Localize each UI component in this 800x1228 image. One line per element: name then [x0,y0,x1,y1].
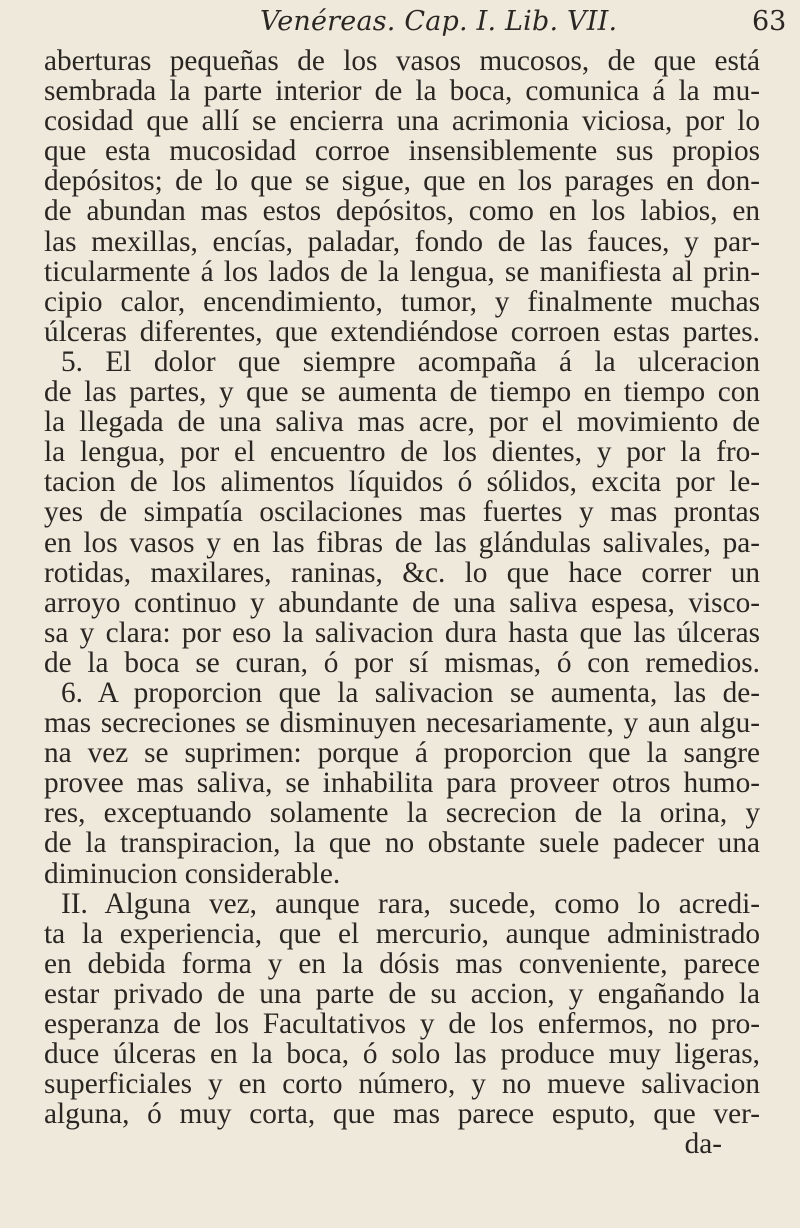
body-text [44,46,760,1159]
text-line: úlceras diferentes, que extendiéndose corroen estas partes. [44,315,760,348]
text-line: duce úlceras en la boca, ó solo las produce muy ligeras, [44,1038,760,1071]
text-line: depósitos; de lo que se sigue, que en los parages en don- [44,165,760,198]
text-line: de la transpiracion, la que no obstante suele padecer una [44,827,760,860]
text-line: alguna, ó muy corta, que mas parece esputo, que ver- [44,1098,760,1131]
text-line: res, exceptuando solamente la secrecion de la orina, y [44,797,760,830]
text-line: la lengua, por el encuentro de los dientes, y por la fro- [44,436,760,469]
text-line: en debida forma y en la dósis mas conveniente, parece [44,947,760,980]
text-line: aberturas pequeñas de los vasos mucosos, de que está [44,45,760,77]
text-line: cipio calor, encendimiento, tumor, y finalmente muchas [44,285,760,318]
text-line: tacion de los alimentos líquidos ó sólidos, excita por le- [44,466,760,499]
text-line: de abundan mas estos depósitos, como en los labios, en [44,195,760,228]
text-line: rotidas, maxilares, raninas, &c. lo que hace correr un [44,556,760,589]
paragraph [44,46,760,347]
text-line: las mexillas, encías, paladar, fondo de las fauces, y par- [44,225,760,258]
paragraph [44,347,760,678]
running-head: Venéreas. Cap. I. Lib. VII. [260,6,618,37]
text-line: 5. El dolor que siempre acompaña á la ulceracion [61,345,760,378]
text-line: sa y clara: por eso la salivacion dura hasta que las úlceras [44,616,760,649]
text-line: sembrada la parte interior de la boca, comunica á la mu- [44,75,760,108]
text-line: estar privado de una parte de su accion, y engañando la [44,977,760,1010]
text-line: na vez se suprimen: porque á proporcion que la sangre [44,737,760,770]
page-number: 63 [752,6,787,37]
text-line: yes de simpatía oscilaciones mas fuertes y mas prontas [44,496,760,529]
text-line: la llegada de una saliva mas acre, por el movimiento de [44,406,760,439]
text-line: II. Alguna vez, aunque rara, sucede, como lo acredi- [61,887,760,920]
text-line: cosidad que allí se encierra una acrimonia viciosa, por lo [44,105,760,138]
text-line: superficiales y en corto número, y no mueve salivacion [44,1068,760,1101]
text-line: provee mas saliva, se inhabilita para proveer otros humo- [44,767,760,800]
paragraph [44,889,760,1130]
text-line: de las partes, y que se aumenta de tiempo en tiempo con [44,376,760,409]
text-line: 6. A proporcion que la salivacion se aumenta, las de- [61,676,760,709]
paragraph [44,678,760,889]
text-line: diminucion considerable. [44,857,341,890]
text-line: que esta mucosidad corroe insensiblemente sus propios [44,135,760,168]
text-line: en los vasos y en las fibras de las glándulas salivales, pa- [44,526,760,559]
text-line: ticularmente á los lados de la lengua, se manifiesta al prin- [44,255,760,288]
catchword: da- [684,1128,722,1161]
text-line: ta la experiencia, que el mercurio, aunque administrado [44,917,760,950]
text-line: de la boca se curan, ó por sí mismas, ó con remedios. [44,646,760,679]
text-line: mas secreciones se disminuyen necesariamente, y aun algu- [44,707,760,740]
text-line: arroyo continuo y abundante de una saliva espesa, visco- [44,586,760,619]
text-line: esperanza de los Facultativos y de los enfermos, no pro- [44,1008,760,1040]
